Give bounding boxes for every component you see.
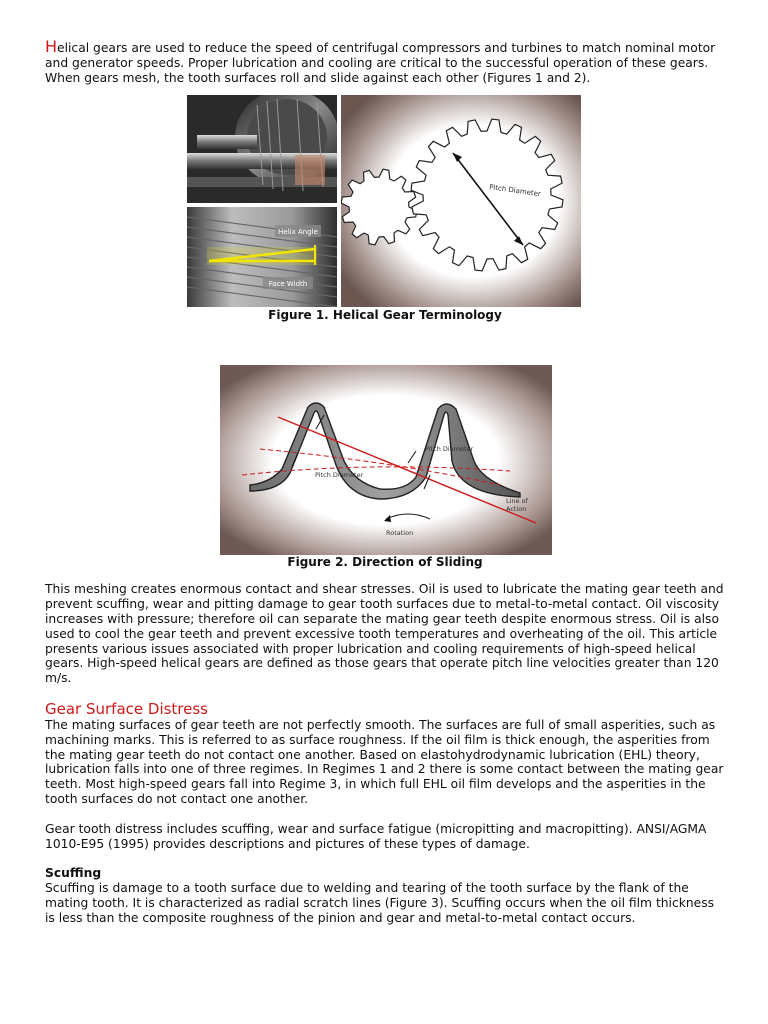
gear-pair-drawing <box>341 95 581 307</box>
meshing-paragraph: This meshing creates enormous contact and shear stresses. Oil is used to lubricate the mating gear teeth and prevent scuffing, wear and pitting damage to gear tooth surfaces due to metal-to-metal contact. Oil viscosity increases with pressure; therefore oil can separate the mating gear teeth despite enormous stress. Oil is also used to cool the gear teeth and prevent excessive tooth temperatures and overheating of the oil. This article presents various issues associated with proper lubrication and cooling requirements of high-speed helical gears. High-speed helical gears are defined as those gears that operate pitch line velocities greater than 120 m/s. <box>45 582 724 686</box>
figure-2 <box>45 365 725 570</box>
pitch-diameter-label-a: Pitch Diameter <box>425 445 474 454</box>
article <box>45 37 725 926</box>
sliding-drawing <box>220 365 552 555</box>
distress-paragraph-2: Gear tooth distress includes scuffing, wear and surface fatigue (micropitting and macropitting). ANSI/AGMA 1010-E95 (1995) provides descriptions and pictures of these types of damage. <box>45 821 707 851</box>
dropcap: H <box>45 37 58 56</box>
pitch-diameter-label: Pitch Diameter <box>488 183 542 199</box>
distress-paragraph-1: The mating surfaces of gear teeth are not perfectly smooth. The surfaces are full of small asperities, such as machining marks. This is referred to as surface roughness. If the oil film is thick enough, the asperities from the mating gear teeth do not contact one another. Based on elastohydrodynamic lubrication (EHL) theory, lubrication falls into one of three regimes. In Regimes 1 and 2 there is some contact between the mating gear teeth. Most high-speed gears fall into Regime 3, in which full EHL oil film develops and the asperities in the tooth surfaces do not contact one another. <box>45 717 724 806</box>
pitch-diameter-label-b: Pitch Diameter <box>315 471 364 480</box>
intro-text: elical gears are used to reduce the speed of centrifugal compressors and turbines to match nominal motor and generator speeds. Proper lubrication and cooling are critical to the successful operation of these gears. When gears mesh, the tooth surfaces roll and slide against each other (Figures 1 and 2). <box>45 41 716 85</box>
helix-angle-label: Helix Angle <box>278 228 318 237</box>
section-heading-distress: Gear Surface Distress <box>45 699 209 718</box>
gearbox-photo <box>187 95 337 203</box>
section-heading-scuffing: Scuffing <box>45 866 102 881</box>
face-width-label: Face Width <box>268 280 308 289</box>
intro-paragraph <box>45 37 725 85</box>
helix-angle-photo <box>187 207 337 307</box>
figure-1 <box>45 95 725 375</box>
scuffing-paragraph: Scuffing is damage to a tooth surface due to welding and tearing of the tooth surface by the flank of the mating tooth. It is characterized as radial scratch lines (Figure 3). Scuffing occurs when the oil film thickness is less than the composite roughness of the pinion and gear and metal-to-metal contact occurs. <box>45 881 715 925</box>
line-of-label: Line of <box>506 497 528 506</box>
figure-2-caption: Figure 2. Direction of Sliding <box>287 555 483 570</box>
action-label: Action <box>506 505 527 514</box>
figure-1-caption: Figure 1. Helical Gear Terminology <box>268 308 502 323</box>
rotation-label: Rotation <box>386 529 414 538</box>
